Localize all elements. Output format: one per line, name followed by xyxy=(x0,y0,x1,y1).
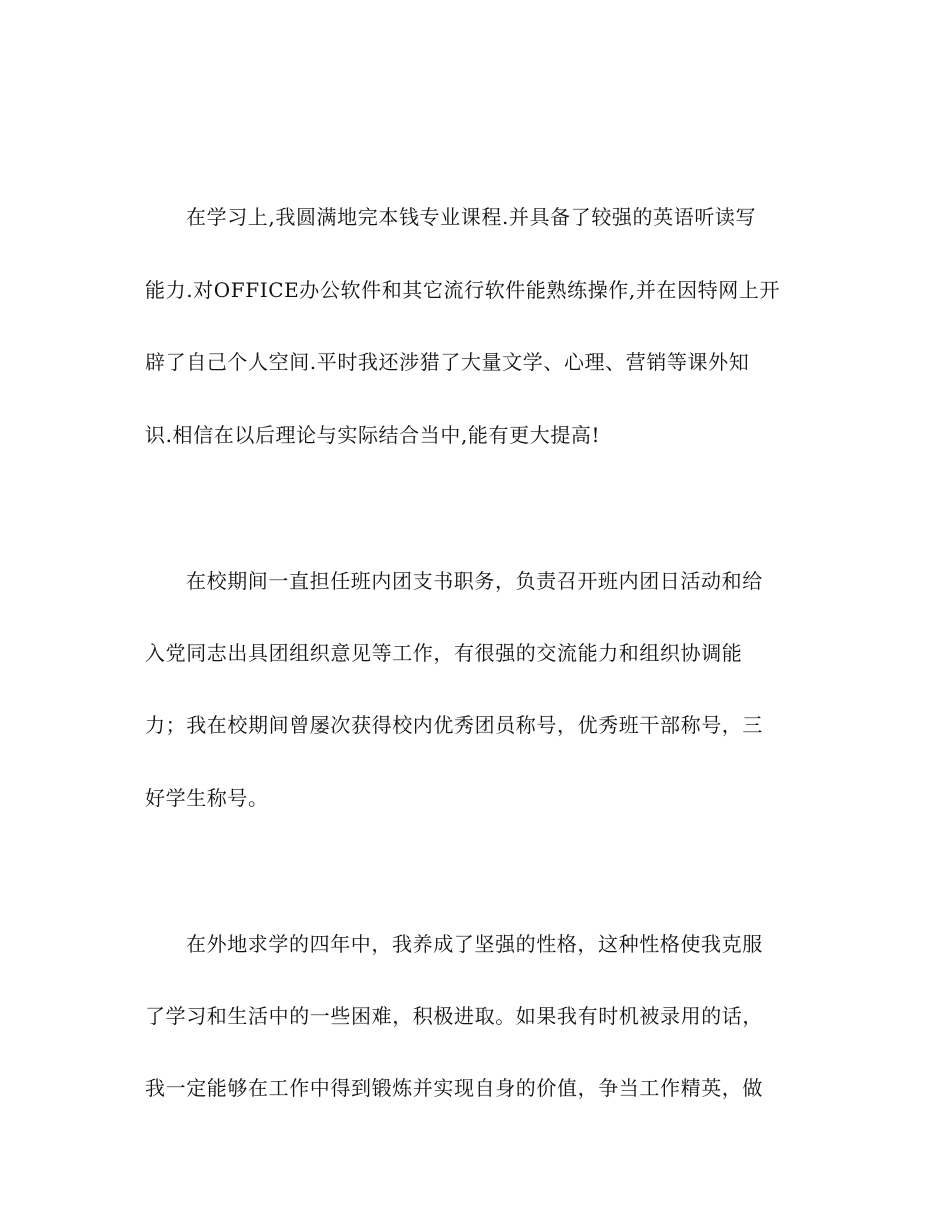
paragraph-line: 能力.对OFFICE办公软件和其它流行软件能熟练操作,并在因特网上开 xyxy=(145,278,781,302)
paragraph-line: 好学生称号。 xyxy=(145,786,269,810)
paragraph-line: 入党同志出具团组织意见等工作，有很强的交流能力和组织协调能 xyxy=(145,641,743,665)
paragraph-line: 在外地求学的四年中，我养成了坚强的性格，这种性格使我克服 xyxy=(186,932,763,956)
paragraph-line: 在校期间一直担任班内团支书职务，负责召开班内团日活动和给 xyxy=(186,569,763,593)
paragraph-line: 辟了自己个人空间.平时我还涉猎了大量文学、心理、营销等课外知 xyxy=(145,350,750,374)
paragraph-line: 了学习和生活中的一些困难，积极进取。如果我有时机被录用的话， xyxy=(145,1004,763,1028)
paragraph-line: 我一定能够在工作中得到锻炼并实现自身的价值，争当工作精英，做 xyxy=(145,1076,763,1100)
paragraph-line: 在学习上,我圆满地完本钱专业课程.并具备了较强的英语听读写 xyxy=(186,205,757,229)
paragraph-line: 力；我在校期间曾屡次获得校内优秀团员称号，优秀班干部称号，三 xyxy=(145,713,763,737)
paragraph-line: 识.相信在以后理论与实际结合当中,能有更大提高! xyxy=(145,423,601,447)
